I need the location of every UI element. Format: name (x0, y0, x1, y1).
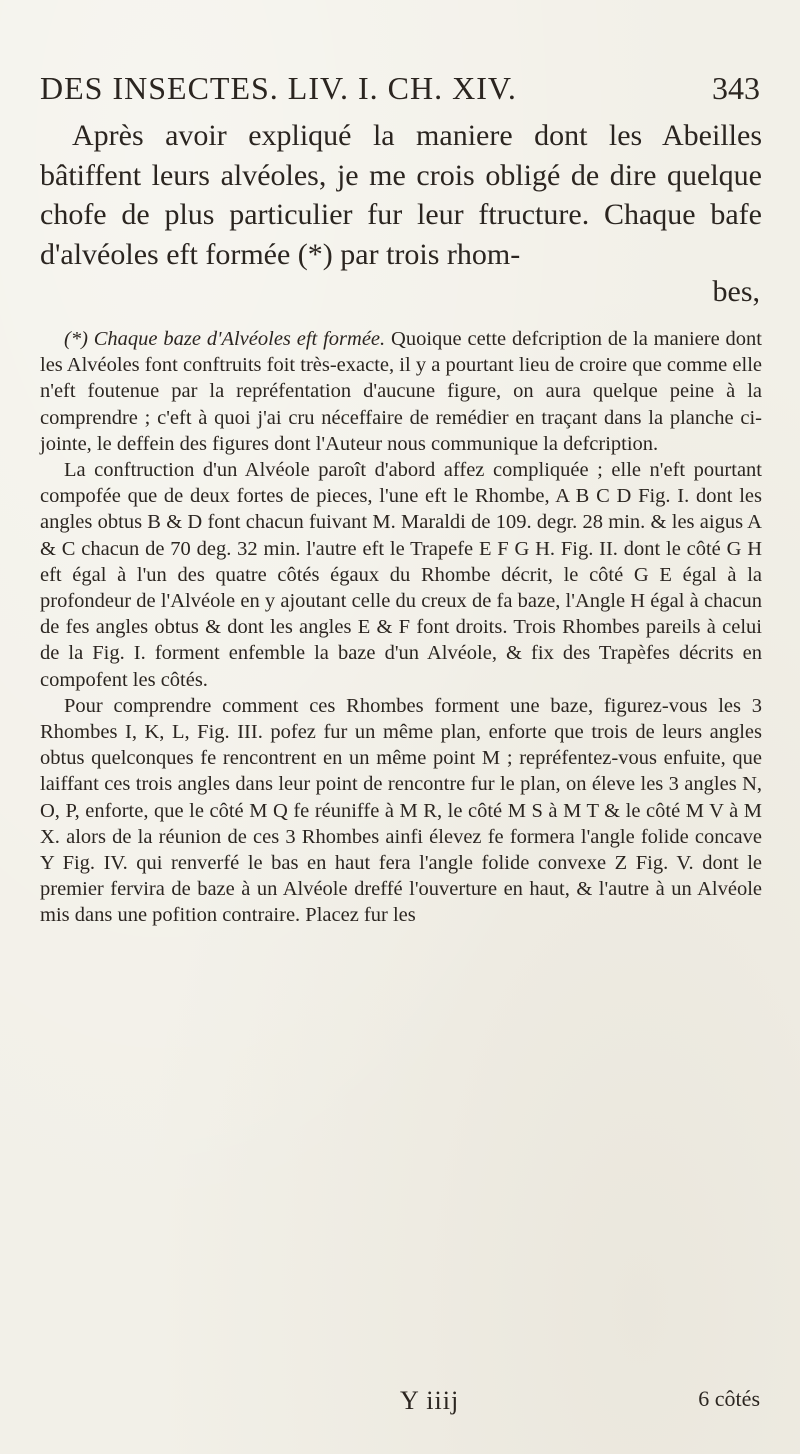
signature-mark: Y iiij (400, 1386, 460, 1415)
footnote (40, 326, 762, 929)
page-footer (40, 1386, 760, 1426)
page-header (40, 70, 760, 110)
catchword-main: bes, (712, 275, 760, 308)
footnote-lead: (*) Chaque baze d'Alvéoles eft formée. (64, 328, 386, 350)
catchword-footer: 6 côtés (698, 1386, 760, 1411)
page-number: 343 (712, 70, 760, 106)
running-title: DES INSECTES. LIV. I. CH. XIV. (40, 70, 517, 106)
footnote-paragraph-2: La conftruction d'un Alvéole paroît d'abord affez compliquée ; elle n'eft pourtant compofée que de deux fortes de pieces, l'une eft le Rhombe, A B C D Fig. I. dont les angles obtus B & D font chacun fuivant M. Maraldi de 109. degr. 28 min. & les aigus A & C chacun de 70 deg. 32 min. l'autre eft le Trapefe E F G H. Fig. II. dont le côté G H eft égal à l'un des quatre côtés égaux du Rhombe décrit, le côté G E égal à la profondeur de l'Alvéole en y ajoutant celle du creux de fa baze, l'Angle H égal à chacun de fes angles obtus & dont les angles E & F font droits. Trois Rhombes pareils à celui de la Fig. I. forment enfemble la baze d'un Alvéole, & fix des Trapèfes décrits en compofent les côtés. (40, 459, 762, 691)
footnote-paragraph-3: Pour comprendre comment ces Rhombes forment une baze, figurez-vous les 3 Rhombes I, K, L, Fig. III. pofez fur un même plan, enforte que trois de leurs angles obtus quelconques fe rencontrent en un même point M ; repréfentez-vous enfuite, que laiffant ces trois angles dans leur point de rencontre fur le plan, on éleve les 3 angles N, O, P, enforte, que le côté M Q fe réuniffe à M R, le côté M S à M T & le côté M V à M X. alors de la réunion de ces 3 Rhombes ainfi élevez fe formera l'angle folide concave Y Fig. IV. qui renverfé le bas en haut fera l'angle folide convexe Z Fig. V. dont le premier fervira de baze à un Alvéole dreffé l'ouverture en haut, & l'autre à un Alvéole mis dans une pofition contraire. Placez fur les (40, 694, 762, 927)
main-paragraph-text: Après avoir expliqué la maniere dont les Abeilles bâtiffent leurs alvéoles, je me crois obligé de dire quelque chofe de plus particulier fur leur ftructure. Chaque bafe d'alvéoles eft formée (*) par trois rhom- (40, 119, 762, 271)
footnote-paragraph-1-text: Quoique cette defcription de la maniere dont les Alvéoles font conftruits foit très-exacte, il y a pourtant lieu de croire que comme elle n'eft foutenue par la repréfentation d'aucune figure, on aura quelque peine à la comprendre ; c'eft à quoi j'ai cru néceffaire de remédier en traçant dans la planche ci-jointe, le deffein des figures dont l'Auteur nous communique la defcription. (40, 328, 762, 455)
main-paragraph (40, 116, 762, 274)
footnote-paragraph-1 (40, 326, 762, 457)
